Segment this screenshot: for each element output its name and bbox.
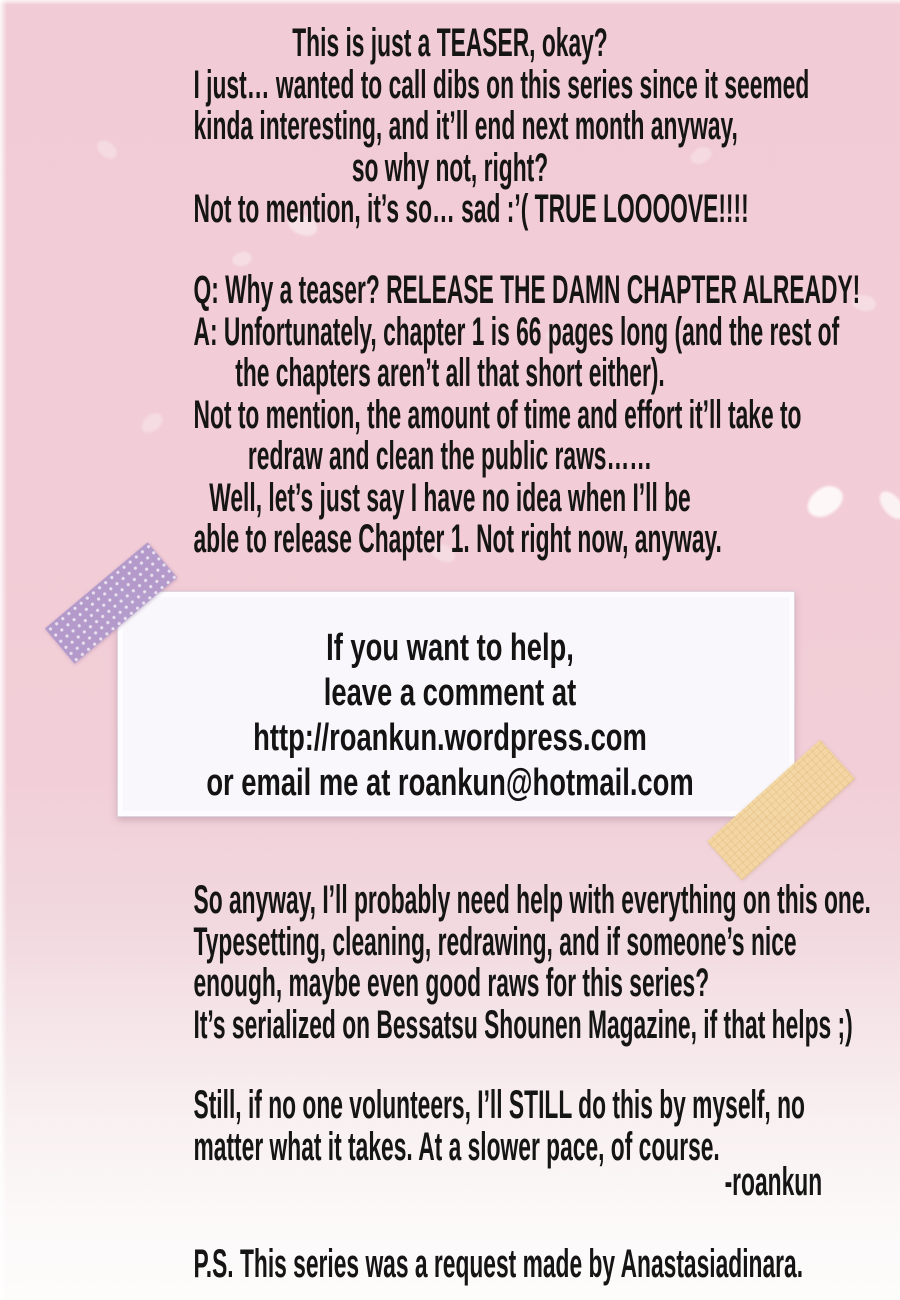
note-text bbox=[126, 626, 774, 806]
intro-line: kinda interesting, and it’ll end next month anyway, bbox=[193, 104, 738, 148]
qa-paragraph bbox=[193, 268, 861, 561]
qa-line: Q: Why a teaser? RELEASE THE DAMN CHAPTER ALREADY! bbox=[193, 268, 861, 312]
signature-text: -roankun bbox=[724, 1160, 822, 1204]
intro-paragraph bbox=[193, 21, 810, 231]
help-line: So anyway, I’ll probably need help with everything on this one. bbox=[193, 878, 871, 922]
petal-decoration bbox=[231, 250, 253, 267]
email-text: or email me at roankun@hotmail.com bbox=[206, 762, 694, 804]
scan-edge-highlight bbox=[0, 0, 7, 1300]
note-line: leave a comment at bbox=[323, 672, 577, 714]
intro-line: This is just a TEASER, okay? bbox=[292, 21, 608, 65]
petal-decoration bbox=[802, 481, 848, 523]
intro-line: I just… wanted to call dibs on this series since it seemed bbox=[193, 62, 810, 107]
help-line: It’s serialized on Bessatsu Shounen Magazine, if that helps ;) bbox=[193, 1002, 853, 1047]
signature bbox=[724, 1162, 822, 1204]
qa-line: able to release Chapter 1. Not right now, anyway. bbox=[193, 517, 722, 561]
help-line: Typesetting, cleaning, redrawing, and if someone’s nice bbox=[193, 919, 797, 964]
petal-decoration bbox=[94, 136, 120, 162]
scan-edge-highlight bbox=[0, 0, 900, 5]
help-line: enough, maybe even good raws for this series? bbox=[193, 961, 710, 1005]
resolve-line: matter what it takes. At a slower pace, of course. bbox=[193, 1124, 720, 1169]
qa-line: redraw and clean the public raws…… bbox=[247, 434, 653, 478]
petal-decoration bbox=[875, 487, 900, 524]
qa-line: Well, let’s just say I have no idea when I’ll be bbox=[209, 475, 691, 520]
petal-decoration bbox=[138, 410, 167, 437]
postscript-paragraph bbox=[193, 1242, 804, 1286]
resolve-paragraph bbox=[193, 1083, 805, 1169]
qa-line: Not to mention, the amount of time and effort it’ll take to bbox=[193, 392, 802, 437]
resolve-line: Still, if no one volunteers, I’ll STILL do this by myself, no bbox=[193, 1083, 805, 1127]
help-paragraph bbox=[193, 878, 871, 1047]
note-line: If you want to help, bbox=[326, 627, 574, 669]
intro-line: so why not, right? bbox=[351, 145, 549, 190]
qa-line: A: Unfortunately, chapter 1 is 66 pages long (and the rest of bbox=[193, 309, 840, 354]
postscript-line: P.S. This series was a request made by Anastasiadinara. bbox=[193, 1242, 804, 1286]
qa-line: the chapters aren’t all that short either). bbox=[235, 351, 665, 395]
intro-line: Not to mention, it’s so… sad :’( TRUE LOOOOVE!!!! bbox=[193, 187, 749, 231]
wordpress-url-text: http://roankun.wordpress.com bbox=[253, 717, 647, 759]
